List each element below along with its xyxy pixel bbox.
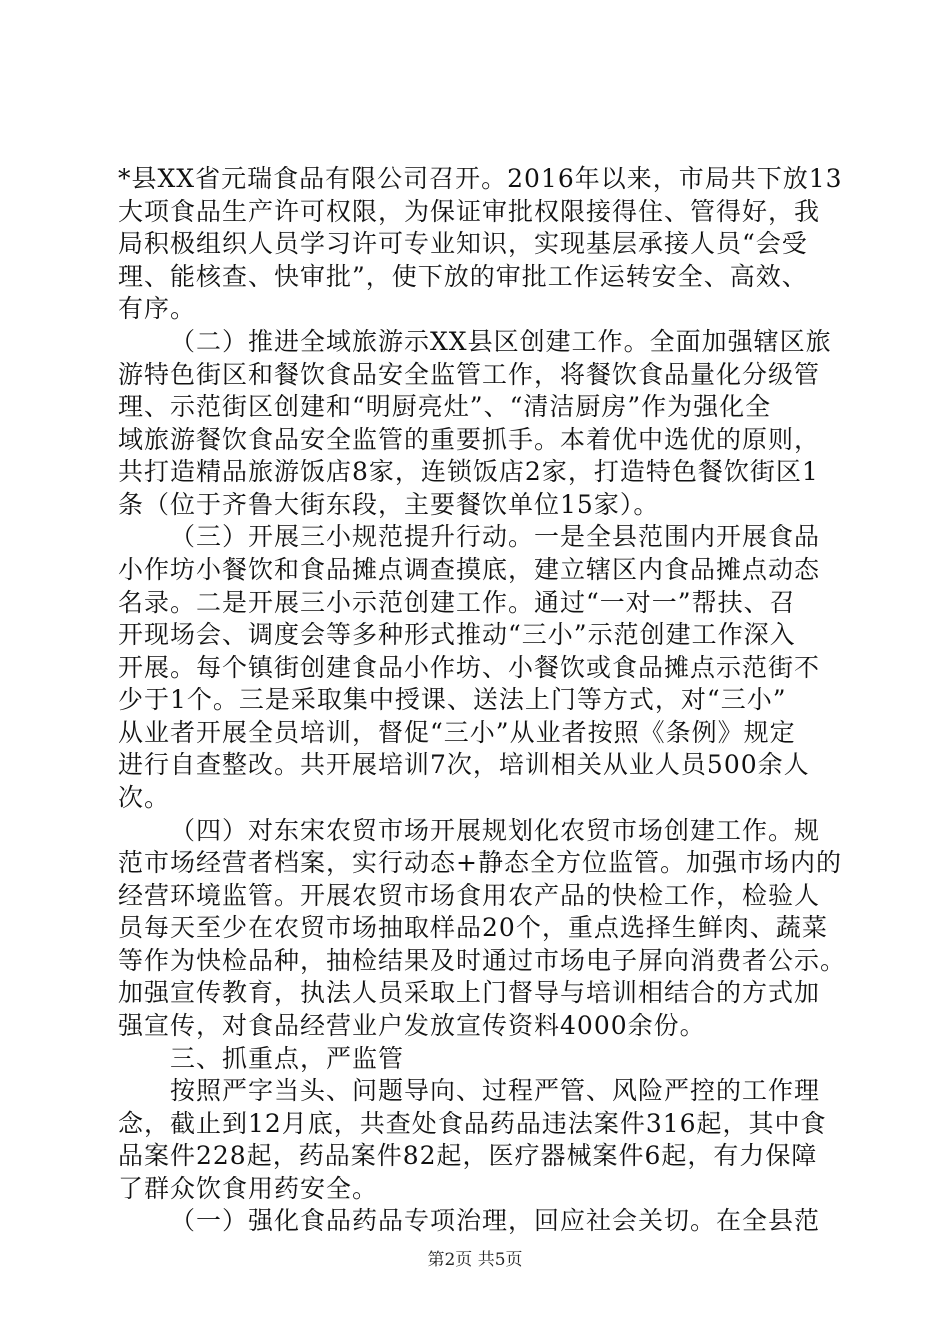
body-line: 理、能核查、快审批”，使下放的审批工作运转安全、高效、 — [118, 261, 808, 291]
body-line: 游特色街区和餐饮食品安全监管工作，将餐饮食品量化分级管 — [118, 359, 821, 389]
section-heading-3: （三）开展三小规范提升行动。一是全县范围内开展食品 — [170, 522, 821, 552]
body-line: 加强宣传教育，执法人员采取上门督导与培训相结合的方式加 — [118, 978, 821, 1008]
body-line: 进行自查整改。共开展培训7次，培训相关从业人员500余人 — [118, 750, 810, 780]
paragraph-start-line: 按照严字当头、问题导向、过程严管、风险严控的工作理 — [170, 1076, 821, 1106]
section-heading-2: （二）推进全域旅游示XX县区创建工作。全面加强辖区旅 — [170, 326, 832, 356]
body-line: 念，截止到12月底，共查处食品药品违法案件316起，其中食 — [118, 1108, 827, 1138]
body-line: *县XX省元瑞食品有限公司召开。2016年以来，市局共下放13 — [118, 164, 843, 193]
section-heading-part-3: 三、抓重点，严监管 — [170, 1043, 405, 1073]
body-line: 范市场经营者档案，实行动态+静态全方位监管。加强市场内的 — [118, 848, 842, 878]
body-line: 域旅游餐饮食品安全监管的重要抓手。本着优中选优的原则， — [118, 424, 821, 454]
paragraph-start-line: （一）强化食品药品专项治理，回应社会关切。在全县范 — [170, 1206, 821, 1236]
body-line: 局积极组织人员学习许可专业知识，实现基层承接人员“会受 — [118, 229, 808, 259]
body-line: 少于1个。三是采取集中授课、送法上门等方式，对“三小” — [118, 685, 787, 715]
body-line: 开展。每个镇街创建食品小作坊、小餐饮或食品摊点示范街不 — [118, 652, 821, 682]
body-line: 了群众饮食用药安全。 — [118, 1173, 379, 1203]
body-line: 品案件228起，药品案件82起，医疗器械案件6起，有力保障 — [118, 1141, 818, 1171]
body-line: 条（位于齐鲁大街东段，主要餐饮单位15家）。 — [118, 489, 660, 519]
body-line: 理、示范街区创建和“明厨亮灶”、“清洁厨房”作为强化全 — [118, 392, 772, 421]
page-number-footer: 第2页 共5页 — [427, 1250, 523, 1270]
body-line: 经营环境监管。开展农贸市场食用农产品的快检工作，检验人 — [118, 880, 821, 910]
body-line: 开现场会、调度会等多种形式推动“三小”示范创建工作深入 — [118, 620, 796, 650]
body-line: 强宣传，对食品经营业户发放宣传资料4000余份。 — [118, 1011, 706, 1040]
body-line: 有序。 — [118, 294, 197, 324]
body-line: 小作坊小餐饮和食品摊点调查摸底，建立辖区内食品摊点动态 — [118, 554, 821, 584]
body-line: 名录。二是开展三小示范创建工作。通过“一对一”帮扶、召 — [118, 587, 796, 617]
body-line: 次。 — [118, 782, 171, 812]
body-line: 共打造精品旅游饭店8家，连锁饭店2家，打造特色餐饮街区1 — [118, 457, 819, 487]
body-line: 员每天至少在农贸市场抽取样品20个，重点选择生鲜肉、蔬菜 — [118, 913, 828, 943]
body-line: 大项食品生产许可权限，为保证审批权限接得住、管得好，我 — [118, 196, 821, 226]
body-line: 从业者开展全员培训，督促“三小”从业者按照《条例》规定 — [118, 717, 796, 747]
section-heading-4: （四）对东宋农贸市场开展规划化农贸市场创建工作。规 — [170, 815, 821, 845]
body-line: 等作为快检品种，抽检结果及时通过市场电子屏向消费者公示。 — [118, 945, 847, 975]
